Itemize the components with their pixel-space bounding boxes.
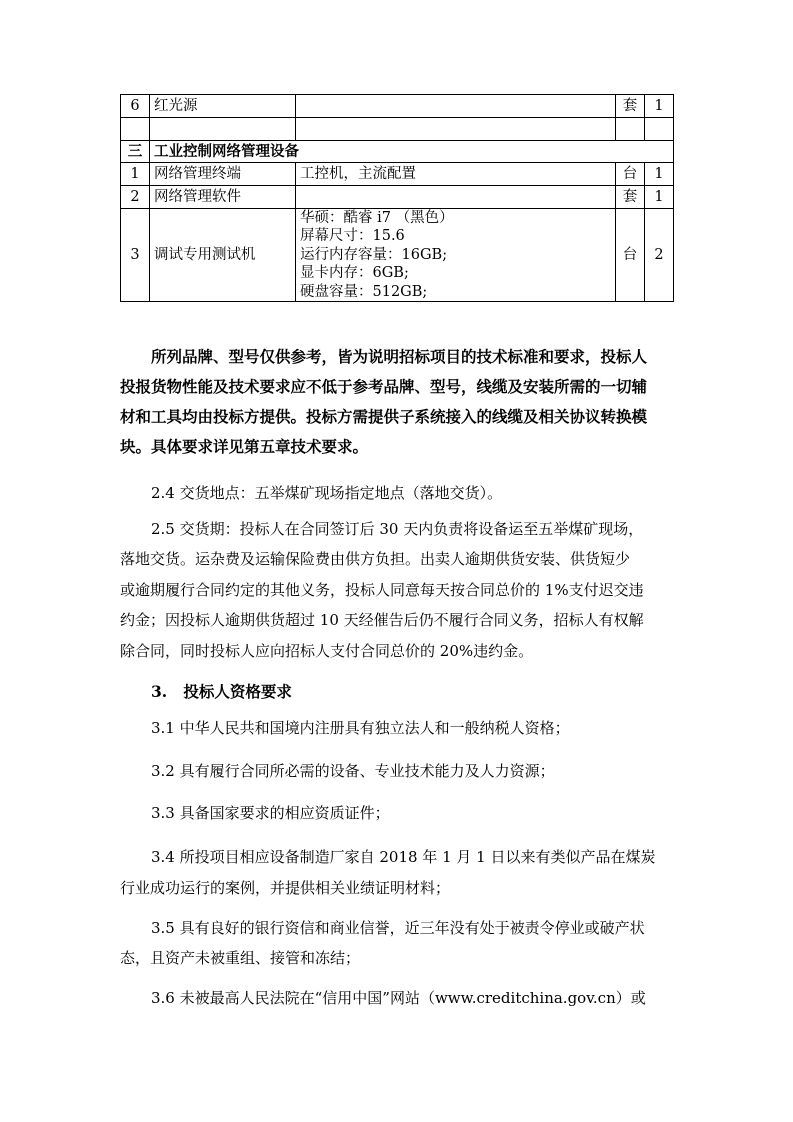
delivery-time-line: 2.5 交货期：投标人在合同签订后 30 天内负责将设备运至五举煤矿现场， [151, 520, 644, 538]
section-title: 工业控制网络管理设备 [150, 141, 674, 163]
qualification-item: 行业成功运行的案例，并提供相关业绩证明材料； [120, 879, 451, 897]
table-row [121, 186, 674, 209]
item-spec [296, 186, 616, 209]
section-heading: 3. 投标人资格要求 [151, 682, 292, 701]
delivery-time-line: 约金；因投标人逾期供货超过 10 天经催告后仍不履行合同义务，招标人有权解 [120, 611, 644, 629]
table-row-empty [121, 118, 674, 141]
qualification-item: 态，且资产未被重组、接管和冻结； [120, 949, 361, 967]
table-row [121, 163, 674, 186]
table-row [121, 95, 674, 118]
item-name: 红光源 [150, 95, 296, 118]
item-name: 网络管理终端 [150, 163, 296, 186]
equipment-table [120, 94, 674, 302]
item-unit: 台 [616, 163, 645, 186]
table-row [121, 209, 674, 302]
spec-line: 硬盘容量：512GB; [300, 283, 428, 300]
section-number: 三 [121, 141, 150, 163]
spec-line: 显卡内存：6GB; [300, 265, 409, 282]
item-qty: 1 [645, 95, 674, 118]
qualification-item: 3.1 中华人民共和国境内注册具有独立法人和一般纳税人资格； [151, 719, 570, 737]
item-name: 调试专用测试机 [150, 209, 296, 302]
spec-line: 华硕：酷睿 i7 （黑色） [300, 210, 454, 226]
item-name: 网络管理软件 [150, 186, 296, 209]
item-qty: 1 [645, 163, 674, 186]
item-spec: 工控机，主流配置 [296, 163, 616, 186]
notice-line: 块。具体要求详见第五章技术要求。 [120, 437, 369, 456]
item-spec [296, 95, 616, 118]
item-qty: 1 [645, 186, 674, 209]
row-number: 1 [121, 163, 150, 186]
item-unit: 套 [616, 186, 645, 209]
qualification-item: 3.2 具有履行合同所必需的设备、专业技术能力及人力资源； [151, 762, 555, 780]
item-spec-list [296, 209, 616, 302]
item-unit: 套 [616, 95, 645, 118]
delivery-location: 2.4 交货地点：五举煤矿现场指定地点（落地交货）。 [151, 484, 503, 502]
item-qty: 2 [645, 209, 674, 302]
row-number: 2 [121, 186, 150, 209]
item-unit: 台 [616, 209, 645, 302]
delivery-time-line: 除合同，同时投标人应向招标人支付合同总价的 20%违约金。 [120, 642, 534, 660]
row-number: 6 [121, 95, 150, 118]
qualification-item: 3.4 所投项目相应设备制造厂家自 2018 年 1 月 1 日以来有类似产品在煤炭 [151, 848, 656, 866]
spec-line: 运行内存容量：16GB; [300, 246, 448, 263]
qualification-item: 3.5 具有良好的银行资信和商业信誉，近三年没有处于被责令停业或破产状 [151, 919, 645, 937]
notice-line: 材和工具均由投标方提供。投标方需提供子系统接入的线缆及相关协议转换模 [120, 407, 648, 426]
notice-line: 所列品牌、型号仅供参考，皆为说明招标项目的技术标准和要求，投标人 [151, 347, 648, 366]
delivery-time-line: 或逾期履行合同约定的其他义务，投标人同意每天按合同总价的 1%支付迟交违 [120, 581, 644, 599]
spec-line: 屏幕尺寸：15.6 [300, 228, 405, 245]
qualification-item: 3.3 具备国家要求的相应资质证件； [151, 804, 390, 822]
qualification-item: 3.6 未被最高人民法院在“信用中国”网站（www.creditchina.gov.cn）或 [151, 989, 646, 1007]
table-section-row [121, 141, 674, 163]
delivery-time-line: 落地交货。运杂费及运输保险费由供方负担。出卖人逾期供货安装、供货短少 [120, 550, 631, 568]
notice-line: 投报货物性能及技术要求应不低于参考品牌、型号，线缆及安装所需的一切辅 [120, 377, 648, 396]
row-number: 3 [121, 209, 150, 302]
